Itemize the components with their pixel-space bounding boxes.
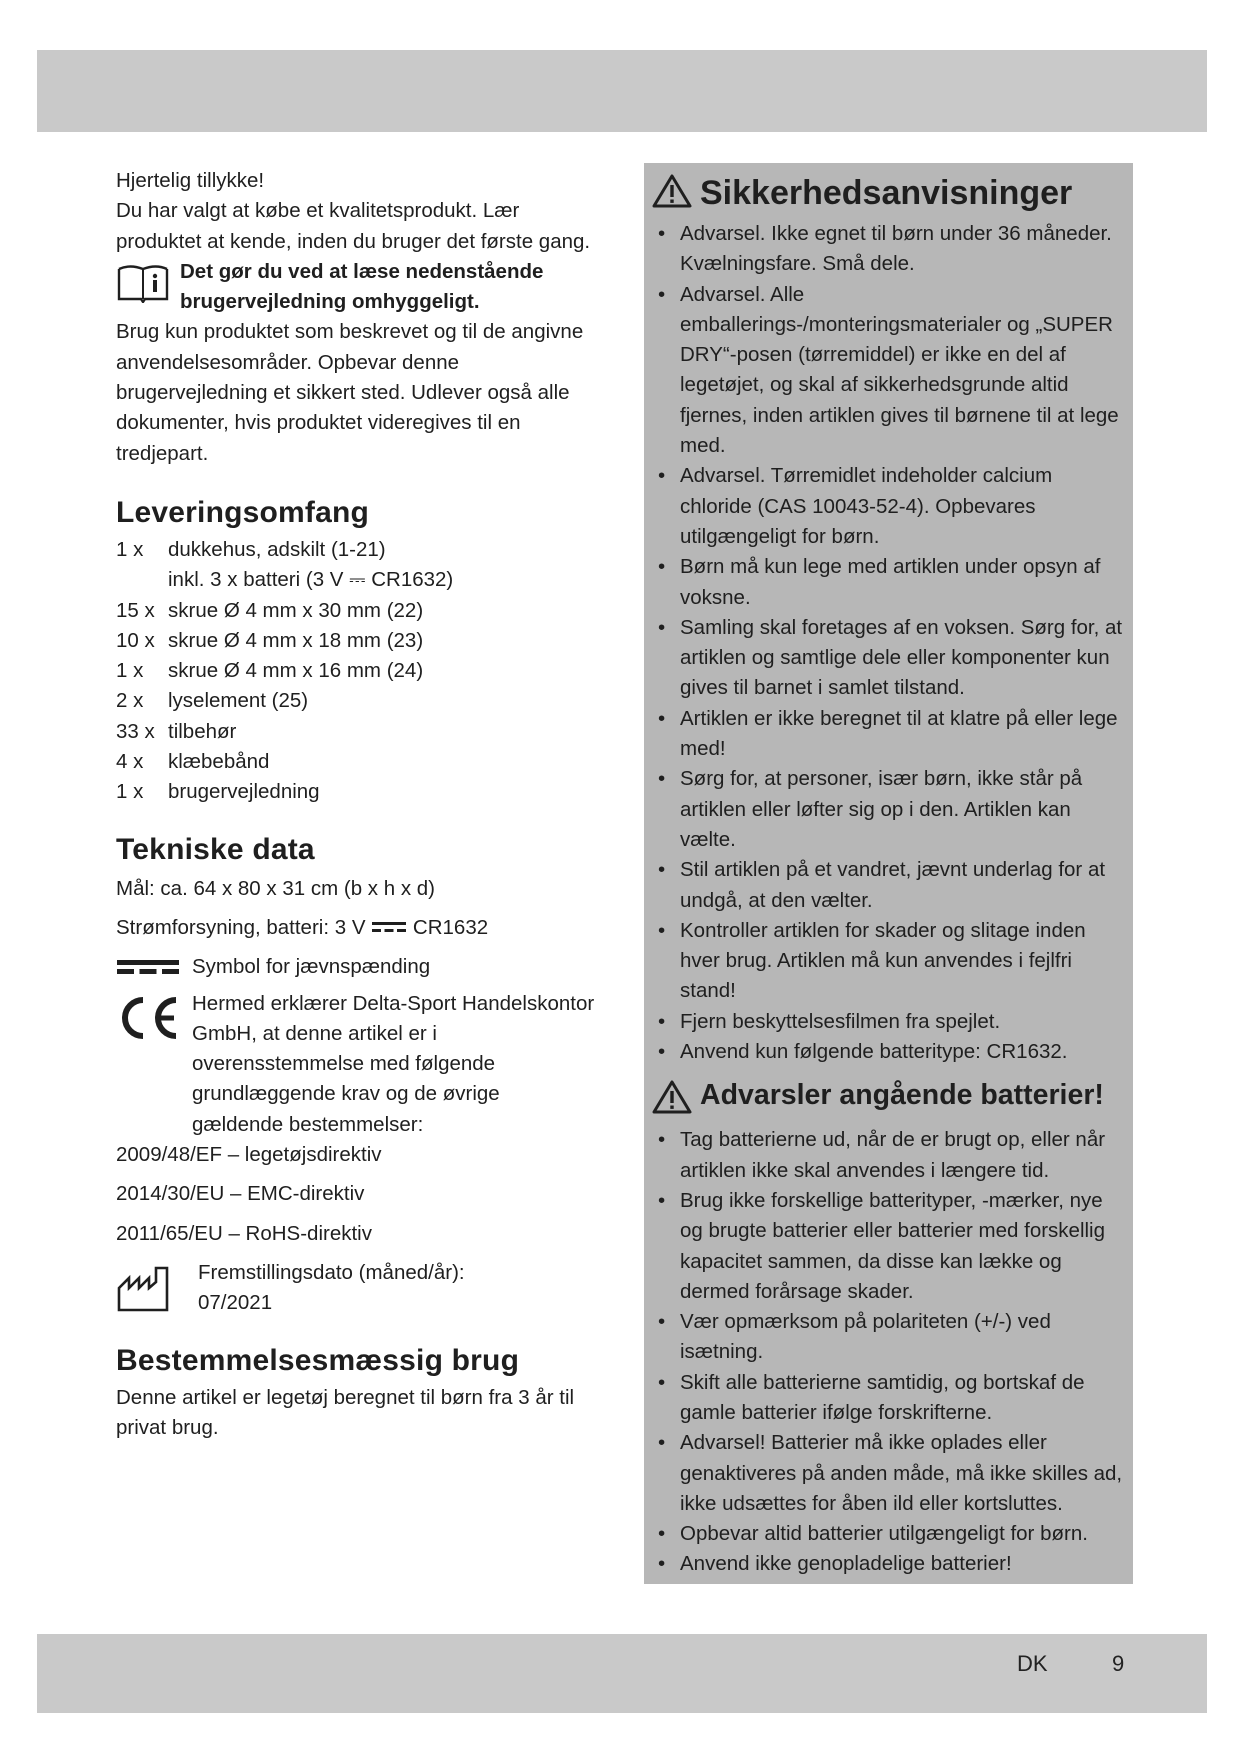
scope-qty: 10 x [116,628,155,652]
ce-text-body: Hermed erklærer Delta-Sport Handelskontor GmbH, at denne artikel er i overensstemmelse med følgende grundlæggende krav og de øvrige gældende bestemmelser: [192,991,595,1136]
directive-item: 2009/48/EF – legetøjsdirektiv [116,1143,382,1167]
safety-item: • Fjern beskyttelsesfilmen fra spejlet. [652,1007,1123,1037]
manual-notice-text: Det gør du ved at læse nedenstående brugervejledning omhyggeligt. [180,259,544,314]
scope-qty: 1 x [116,780,144,804]
scope-text: lyselement (25) [168,689,309,713]
safety-title: Sikkerhedsanvisninger [700,174,1073,212]
ce-declaration [116,989,596,1140]
scope-text: skrue Ø 4 mm x 16 mm (24) [168,659,424,683]
scope-item [116,535,596,565]
safety-item: • Samling skal foretages af en voksen. Sørg for, at artiklen og samtlige dele eller komponenter kun gives til barnet i samlet tilstand. [652,613,1123,704]
battery-item: • Advarsel! Batterier må ikke oplades eller genaktiveres på anden måde, må ikke skilles ad, ikke udsættes for åben ild eller kortsluttes. [652,1428,1123,1519]
mfg-date: 07/2021 [198,1291,273,1315]
power-suffix: CR1632 [412,915,489,939]
scope-qty: 4 x [116,750,144,774]
left-column [116,166,596,1443]
dc-symbol-icon [116,957,180,977]
scope-text: klæbebånd [168,750,270,774]
scope-qty: 1 x [116,659,144,683]
factory-icon [116,1266,170,1312]
dimensions: Mål: ca. 64 x 80 x 31 cm (b x h x d) [116,876,436,900]
battery-item: • Vær opmærksom på polariteten (+/-) ved isætning. [652,1307,1123,1368]
ce-text [116,989,596,1140]
safety-item: • Børn må kun lege med artiklen under opsyn af voksne. [652,552,1123,613]
scope-item [116,717,596,747]
footer-language: DK [1017,1651,1048,1676]
safety-item: • Kontroller artiklen for skader og slitage inden hver brug. Artiklen må kun anvendes i fejlfri stand! [652,916,1123,1007]
power-supply [116,913,596,943]
scope-qty: 1 x [116,537,144,561]
safety-item: • Sørg for, at personer, især børn, ikke står på artiklen eller løfter sig op i den. Artiklen kan vælte. [652,764,1123,855]
safety-item: • Advarsel. Ikke egnet til børn under 36 måneder. Kvælningsfare. Små dele. [652,219,1123,280]
scope-item [116,656,596,686]
intro-usage: Brug kun produktet som beskrevet og til de angivne anvendelsesområder. Opbevar denne brugervejledning et sikkert sted. Udlever også alle dokumenter, hvis produktet videregives til en tredjepart. [116,320,584,465]
safety-list [652,219,1123,1067]
scope-item [116,777,596,807]
dc-symbol-icon [371,920,407,934]
safety-heading [652,171,1123,215]
intended-use-text: Denne artikel er legetøj beregnet til børn fra 3 år til privat brug. [116,1385,575,1439]
intended-use-title: Bestemmelsesmæssig brug [116,1343,520,1377]
battery-heading [652,1077,1123,1115]
intro-greeting: Hjertelig tillykke! [116,169,265,192]
battery-item: • Opbevar altid batterier utilgængeligt for børn. [652,1519,1123,1549]
scope-qty: 33 x [116,719,155,743]
intro-text: Du har valgt at købe et kvalitetsprodukt. Lær produktet at kende, inden du bruger det første gang. [116,199,591,253]
scope-list [116,535,596,808]
scope-item [116,596,596,626]
mfg-label: Fremstillingsdato (måned/år): [198,1260,465,1284]
directive-list [116,1140,596,1249]
manufacturing-date [116,1258,596,1319]
battery-item: • Brug ikke forskellige batterityper, -mærker, nye og brugte batterier eller batterier med forskellig kapacitet sammen, da disse kan lække og dermed forårsage skader. [652,1186,1123,1307]
dc-symbol-legend [116,952,596,982]
battery-item: • Skift alle batterierne samtidig, og bortskaf de gamle batterier ifølge forskrifterne. [652,1368,1123,1429]
scope-text: skrue Ø 4 mm x 30 mm (22) [168,598,424,622]
scope-qty: 2 x [116,689,144,713]
manual-notice [116,257,596,318]
power-prefix: Strømforsyning, batteri: 3 V [116,915,366,939]
scope-text: skrue Ø 4 mm x 18 mm (23) [168,628,424,652]
safety-item: • Advarsel. Tørremidlet indeholder calcium chloride (CAS 10043-52-4). Opbevares utilgængeligt for børn. [652,461,1123,552]
warning-triangle-icon [652,1079,692,1115]
directive-item: 2014/30/EU – EMC-direktiv [116,1182,365,1206]
dc-label: Symbol for jævnspænding [192,955,431,979]
safety-item: • Artiklen er ikke beregnet til at klatre på eller lege med! [652,704,1123,765]
scope-qty: 15 x [116,598,155,622]
scope-item [116,747,596,777]
battery-list [652,1125,1123,1579]
read-manual-icon [116,263,170,303]
scope-title: Leveringsomfang [116,495,370,529]
directive-item: 2011/65/EU – RoHS-direktiv [116,1221,372,1245]
scope-subitem: inkl. 3 x batteri (3 V ⎓ CR1632) [168,568,454,592]
scope-text: dukkehus, adskilt (1-21) [168,537,386,561]
header-bar [37,50,1207,132]
battery-title: Advarsler angående batterier! [700,1079,1104,1112]
battery-item: • Anvend ikke genopladelige batterier! [652,1549,1123,1579]
safety-panel [644,163,1133,1584]
scope-text: brugervejledning [168,780,320,804]
scope-item [116,686,596,716]
scope-item [116,626,596,656]
scope-text: tilbehør [168,719,237,743]
ce-mark-icon [116,995,180,1041]
warning-triangle-icon [652,173,692,209]
tech-title: Tekniske data [116,832,315,866]
page-number: 9 [1112,1651,1125,1676]
safety-item: • Stil artiklen på et vandret, jævnt underlag for at undgå, at den vælter. [652,855,1123,916]
battery-item: • Tag batterierne ud, når de er brugt op, eller når artiklen ikke skal anvendes i længere tid. [652,1125,1123,1186]
safety-item: • Anvend kun følgende batteritype: CR1632. [652,1037,1123,1067]
safety-item: • Advarsel. Alle emballerings-/monteringsmaterialer og „SUPER DRY“-posen (tørremiddel) er ikke en del af legetøjet, og skal af sikkerhedsgrunde altid fjernes, inden artiklen gives til børnene til at lege med. [652,280,1123,462]
